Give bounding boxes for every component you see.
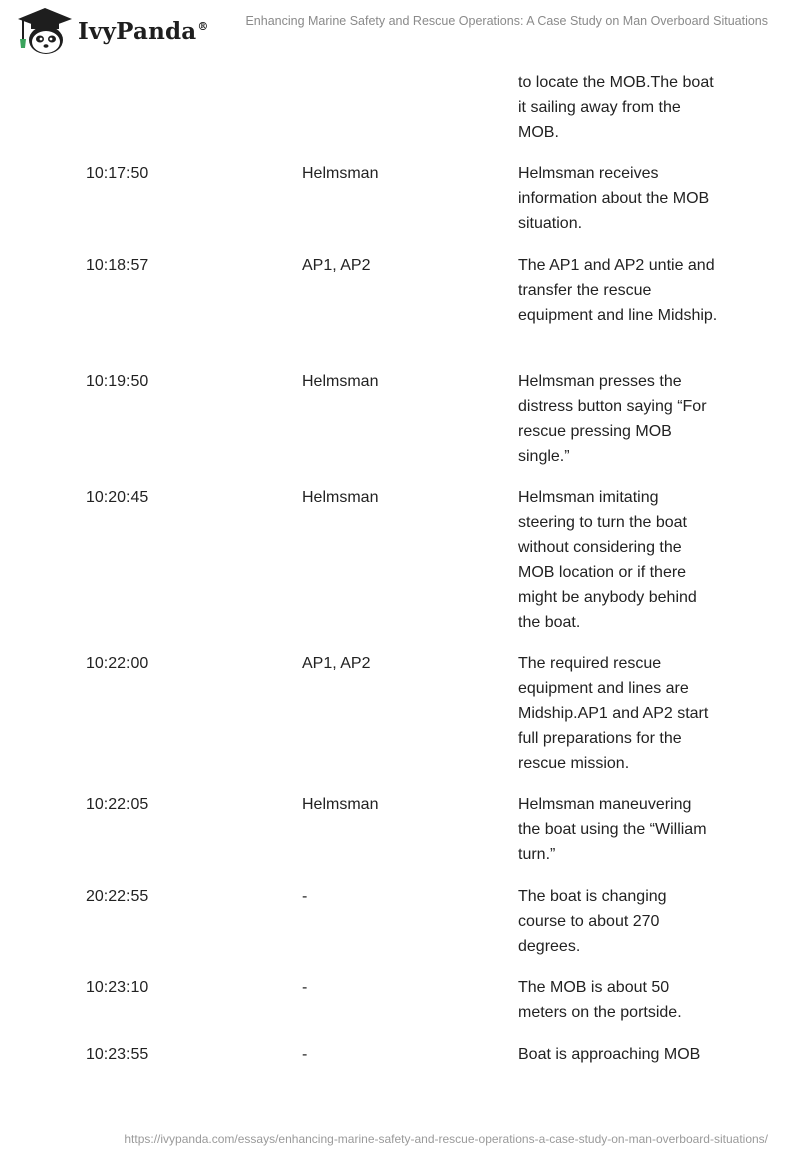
description-cell: The required rescue equipment and lines are Midship.AP1 and AP2 start full preparations for the rescue mission.	[518, 655, 709, 772]
timeline-table	[86, 70, 726, 1082]
time-cell: 10:19:50	[86, 373, 149, 390]
table-row	[86, 485, 726, 651]
actor-cell: -	[302, 979, 308, 996]
description-cell: The boat is changing course to about 270 degrees.	[518, 888, 667, 955]
actor-cell: AP1, AP2	[302, 655, 371, 672]
description-cell: Helmsman presses the distress button saying “For rescue pressing MOB single.”	[518, 373, 707, 465]
actor-cell: Helmsman	[302, 489, 379, 506]
registered-mark: ®	[197, 19, 209, 33]
table-row	[86, 884, 726, 975]
source-url[interactable]: https://ivypanda.com/essays/enhancing-marine-safety-and-rescue-operations-a-case-study-on-man-overboard-situations/	[124, 1132, 768, 1146]
table-row	[86, 651, 726, 792]
actor-cell: -	[302, 1046, 308, 1063]
time-cell: 10:23:10	[86, 979, 149, 996]
time-cell: 10:20:45	[86, 489, 149, 506]
document-title: Enhancing Marine Safety and Rescue Operations: A Case Study on Man Overboard Situations	[245, 14, 768, 28]
continued-row	[86, 70, 726, 161]
table-row	[86, 975, 726, 1042]
description-cell: The MOB is about 50 meters on the portside.	[518, 979, 682, 1021]
time-cell: 10:23:55	[86, 1046, 149, 1063]
panda-graduate-icon	[16, 6, 74, 56]
actor-cell: -	[302, 888, 308, 905]
table-row	[86, 1042, 726, 1082]
time-cell: 20:22:55	[86, 888, 149, 905]
time-cell: 10:18:57	[86, 257, 149, 274]
table-row	[86, 792, 726, 884]
brand-name: IvyPanda®	[78, 17, 209, 45]
description-cell: Helmsman imitating steering to turn the boat without considering the MOB location or if there might be anybody behind the boat.	[518, 489, 697, 631]
time-cell: 10:17:50	[86, 165, 149, 182]
description-cell: Boat is approaching MOB	[518, 1046, 701, 1063]
description-cell: The AP1 and AP2 untie and transfer the rescue equipment and line Midship.	[518, 257, 718, 324]
ivypanda-logo[interactable]	[16, 8, 209, 54]
actor-cell: Helmsman	[302, 373, 379, 390]
table-row	[86, 253, 726, 369]
table-row	[86, 161, 726, 253]
time-cell: 10:22:00	[86, 655, 149, 672]
description-cell: Helmsman maneuvering the boat using the “William turn.”	[518, 796, 707, 863]
continued-description: to locate the MOB.The boat it sailing away from the MOB.	[518, 74, 714, 141]
table-row	[86, 369, 726, 485]
actor-cell: Helmsman	[302, 796, 379, 813]
actor-cell: AP1, AP2	[302, 257, 371, 274]
description-cell: Helmsman receives information about the MOB situation.	[518, 165, 710, 232]
time-cell: 10:22:05	[86, 796, 149, 813]
actor-cell: Helmsman	[302, 165, 379, 182]
page-header	[0, 0, 800, 60]
